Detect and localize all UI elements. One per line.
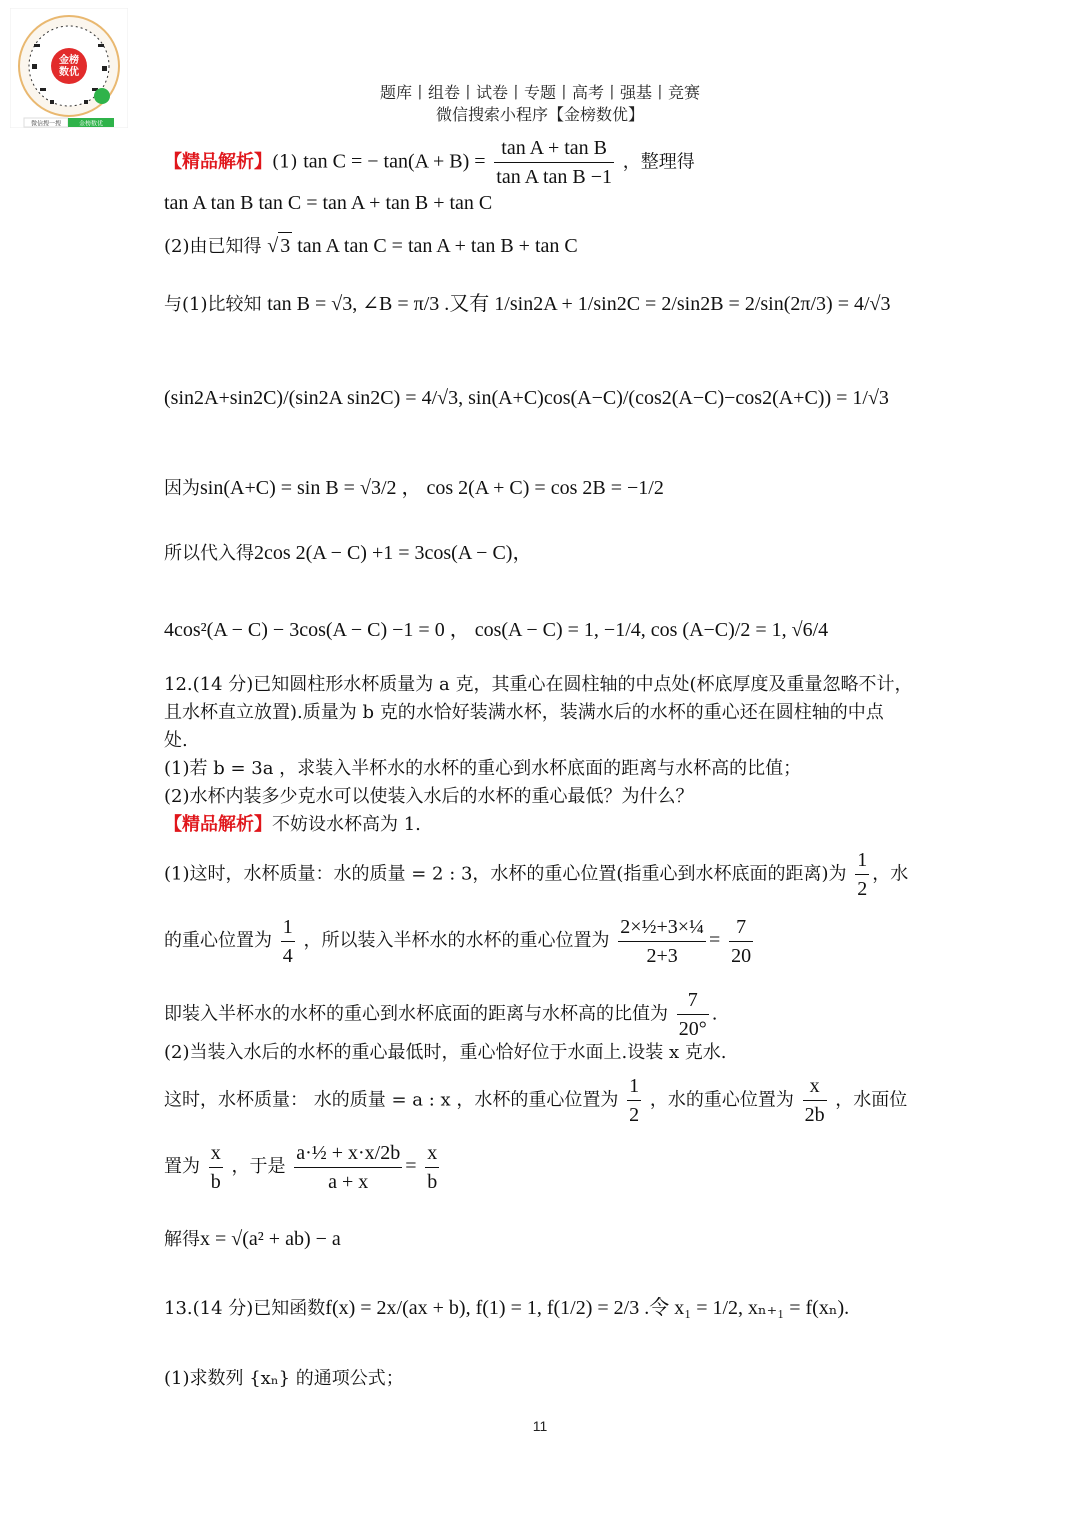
q12-solution-intro: 【精品解析】不妨设水杯高为 1.	[164, 814, 421, 835]
q13-stem: 13.(14 分)已知函数f(x) = 2x/(ax + b), f(1) = 1, f(1/2) = 2/3 .令 x₁ = 1/2, xₙ₊₁ = f(xₙ).	[164, 1297, 850, 1319]
q12-s2-line2: 这时，水杯质量： 水的质量 = a : x ，水杯的重心位置为 $\frac{1}{2}$ ，水的重心位置为 $\frac{x}{2b}$ ，水面位	[164, 1072, 907, 1129]
q11-solution-result: tan A tan B tan C = tan A + tan B + tan C	[164, 192, 493, 214]
solution-tag: 【精品解析】	[164, 814, 272, 835]
q12-stem-line1: 12.(14 分)已知圆柱形水杯质量为 a 克，其重心在圆柱轴的中点处(杯底厚度及重量忽略不计，	[164, 674, 913, 695]
svg-text:数优: 数优	[59, 67, 79, 78]
q11-part6: 所以代入得2cos 2(A − C) +1 = 3cos(A − C)，	[164, 542, 533, 564]
header-nav: 题库丨组卷丨试卷丨专题丨高考丨强基丨竞赛	[379, 83, 700, 102]
logo-text: 金榜	[59, 55, 79, 66]
q13-sub1: (1)求数列 {xₙ} 的通项公式；	[164, 1368, 404, 1389]
q12-sub2: (2)水杯内装多少克水可以使装入水后的水杯的重心最低？为什么？	[164, 786, 694, 807]
q11-part3: 与(1)比较知 tan B = √3, ∠B = π/3 .又有 1/sin2A + 1/sin2C = 2/sin2B = 2/sin(2π/3) = 4/√3	[164, 293, 891, 315]
q12-s2-line3: 置为 $\frac{x}{b}$ ，于是 $\frac{\text{a·½ + x·x/2b}}{a + x}$ = $\frac{x}{b}$	[164, 1136, 442, 1197]
q11-part2: (2)由已知得 √ 3 tan A tan C = tan A + tan B + tan C	[164, 232, 578, 260]
q12-s1-line1: (1)这时，水杯质量：水的质量 = 2 : 3，水杯的重心位置(指重心到水杯底面的距离)为 $\frac{1}{2}$ ，水	[164, 846, 908, 903]
q11-part7: 4cos²(A − C) − 3cos(A − C) −1 = 0 ， cos(A − C) = 1, −1/4, cos (A−C)/2 = 1, √6/4	[164, 619, 829, 641]
q11-part5: 因为sin(A+C) = sin B = √3/2 ， cos 2(A + C) = cos 2B = −1/2	[164, 477, 664, 499]
q12-stem-line2: 且水杯直立放置).质量为 b 克的水恰好装满水杯，装满水后的水杯的重心还在圆柱轴的中点	[164, 702, 884, 723]
q12-s1-line3: 即装入半杯水的水杯的重心到水杯底面的距离与水杯高的比值为 $\frac{7}{20^\circ}$ .	[164, 986, 717, 1043]
q11-solution-line1: 【精品解析】(1) tan C = − tan(A + B) = $\frac{\text{tan A + tan B}}{\text{tan A tan B −1}}$ ，整理得	[164, 134, 695, 191]
q12-stem-line3: 处.	[164, 730, 188, 751]
q12-s2-line1: (2)当装入水后的水杯的重心最低时，重心恰好位于水面上.设装 x 克水.	[164, 1042, 727, 1063]
q11-part4: (sin2A+sin2C)/(sin2A sin2C) = 4/√3, sin(A+C)cos(A−C)/(cos2(A−C)−cos2(A+C)) = 1/√3	[164, 387, 889, 409]
page-number: 11	[532, 1418, 548, 1434]
svg-text:微信搜一搜: 微信搜一搜	[30, 120, 62, 128]
svg-text:金榜数优: 金榜数优	[78, 120, 104, 128]
header-subtitle: 微信搜索小程序【金榜数优】	[435, 105, 644, 124]
q12-sub1: (1)若 b = 3a ，求装入半杯水的水杯的重心到水杯底面的距离与水杯高的比值；	[164, 758, 802, 779]
q12-s2-line4: 解得x = √(a² + ab) − a	[164, 1228, 341, 1250]
q12-s1-line2: 的重心位置为 $\frac{1}{4}$ ，所以装入半杯水的水杯的重心位置为 $\frac{\text{2×½+3×¼}}{2+3}$ = $\frac{7}{20}$	[164, 910, 756, 971]
solution-tag: 【精品解析】	[164, 151, 272, 173]
